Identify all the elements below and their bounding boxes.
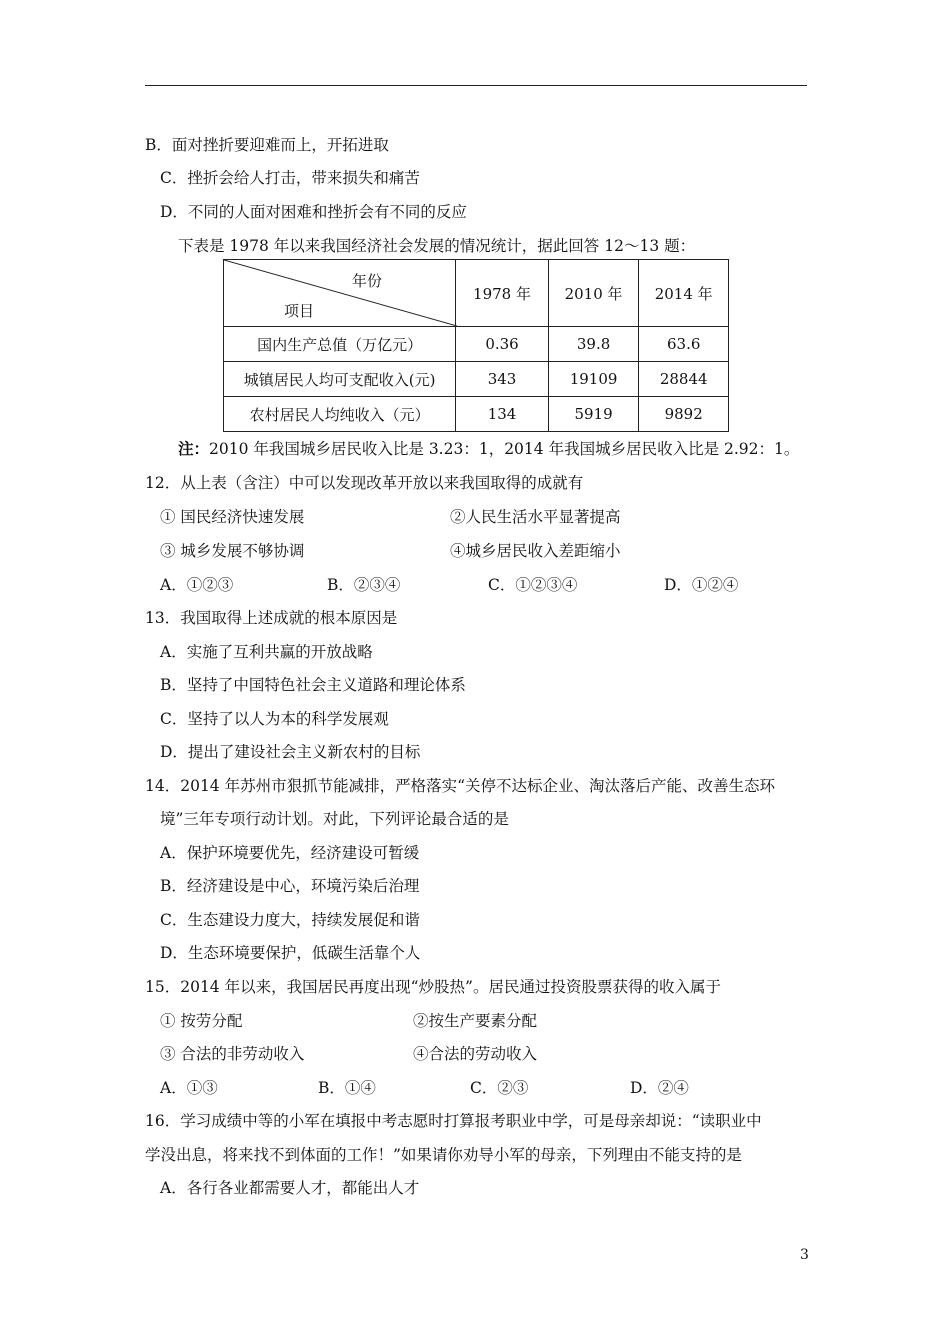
q15-stem: 15．2014 年以来，我国居民再度出现“炒股热”。居民通过投资股票获得的收入属于 <box>145 978 721 996</box>
note-text: 2010 年我国城乡居民收入比是 3.23：1，2014 年我国城乡居民收入比是 2.92：1。 <box>209 440 800 458</box>
q16-option-a: A．各行各业都需要人才，都能出人才 <box>160 1179 420 1197</box>
q15-item: ① 按劳分配 <box>160 1012 243 1030</box>
row-value: 343 <box>456 362 549 397</box>
row-item: 城镇居民人均可支配收入(元) <box>224 362 456 397</box>
row-item: 农村居民人均纯收入（元） <box>224 397 456 432</box>
table-intro: 下表是 1978 年以来我国经济社会发展的情况统计，据此回答 12～13 题： <box>178 237 696 255</box>
prev-option-c: C．挫折会给人打击，带来损失和痛苦 <box>160 169 420 187</box>
q15-item: ③ 合法的非劳动收入 <box>160 1045 305 1063</box>
q14-stem-line2: 境”三年专项行动计划。对此，下列评论最合适的是 <box>160 810 509 828</box>
q12-item: ① 国民经济快速发展 <box>160 508 305 526</box>
header-rule <box>145 85 807 86</box>
q12-choice-b: B．②③④ <box>327 576 401 594</box>
table-row <box>224 362 729 397</box>
q12-choice-d: D．①②④ <box>664 576 739 594</box>
q16-stem-line2: 学没出息，将来找不到体面的工作！”如果请你劝导小军的母亲，下列理由不能支持的是 <box>145 1146 742 1164</box>
q15-item: ④合法的劳动收入 <box>413 1045 538 1063</box>
row-item: 国内生产总值（万亿元） <box>224 327 456 362</box>
q12-item: ④城乡居民收入差距缩小 <box>450 542 621 560</box>
prev-option-d: D．不同的人面对困难和挫折会有不同的反应 <box>160 203 467 221</box>
q14-stem-line1: 14．2014 年苏州市狠抓节能减排，严格落实“关停不达标企业、淘汰落后产能、改善生态环 <box>145 777 776 795</box>
prev-option-b: B．面对挫折要迎难而上，开拓进取 <box>145 136 389 154</box>
row-value: 28844 <box>639 362 729 397</box>
row-value: 63.6 <box>639 327 729 362</box>
q12-item: ③ 城乡发展不够协调 <box>160 542 305 560</box>
q14-option-c: C．生态建设力度大，持续发展促和谐 <box>160 911 420 929</box>
note-label: 注： <box>178 439 210 458</box>
q13-stem: 13．我国取得上述成就的根本原因是 <box>145 609 398 627</box>
table-note <box>178 438 799 460</box>
q14-option-a: A．保护环境要优先，经济建设可暂缓 <box>160 844 420 862</box>
table-header-row <box>224 260 729 327</box>
q16-stem-line1: 16．学习成绩中等的小军在填报中考志愿时打算报考职业中学，可是母亲却说：“读职业中 <box>145 1112 762 1130</box>
header-item-label: 项目 <box>284 302 315 320</box>
stats-table <box>223 259 729 432</box>
q15-choice-c: C．②③ <box>470 1079 529 1097</box>
page-number: 3 <box>800 1247 809 1263</box>
q13-option-d: D．提出了建设社会主义新农村的目标 <box>160 743 421 761</box>
diagonal-line <box>224 260 457 326</box>
q14-option-b: B．经济建设是中心，环境污染后治理 <box>160 877 420 895</box>
q14-option-d: D．生态环境要保护，低碳生活靠个人 <box>160 944 421 962</box>
row-value: 0.36 <box>456 327 549 362</box>
year-header: 2014 年 <box>639 260 729 327</box>
q12-item: ②人民生活水平显著提高 <box>450 508 621 526</box>
q13-option-c: C．坚持了以人为本的科学发展观 <box>160 710 389 728</box>
row-value: 5919 <box>548 397 639 432</box>
q15-item: ②按生产要素分配 <box>413 1012 538 1030</box>
row-value: 39.8 <box>548 327 639 362</box>
q12-choice-c: C．①②③④ <box>488 576 578 594</box>
q13-option-b: B．坚持了中国特色社会主义道路和理论体系 <box>160 676 466 694</box>
header-year-label: 年份 <box>352 272 383 290</box>
table-row <box>224 397 729 432</box>
row-value: 134 <box>456 397 549 432</box>
q15-choice-b: B．①④ <box>318 1079 376 1097</box>
q15-choice-a: A．①③ <box>160 1079 218 1097</box>
q15-choice-d: D．②④ <box>630 1079 689 1097</box>
year-header: 2010 年 <box>548 260 639 327</box>
row-value: 9892 <box>639 397 729 432</box>
q12-choice-a: A．①②③ <box>160 576 234 594</box>
row-value: 19109 <box>548 362 639 397</box>
table-row <box>224 327 729 362</box>
year-header: 1978 年 <box>456 260 549 327</box>
q12-stem: 12．从上表（含注）中可以发现改革开放以来我国取得的成就有 <box>145 474 584 492</box>
q13-option-a: A．实施了互利共赢的开放战略 <box>160 643 373 661</box>
table-diag-header <box>224 260 456 327</box>
